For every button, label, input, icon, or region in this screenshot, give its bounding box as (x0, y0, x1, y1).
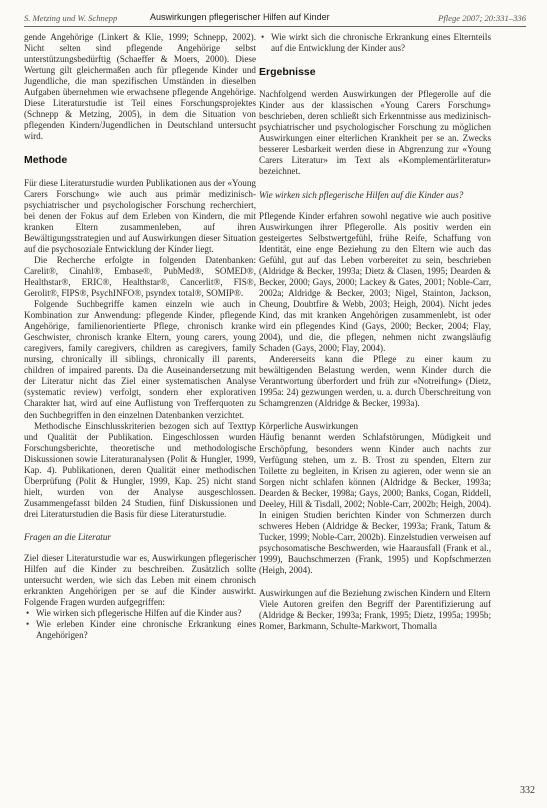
header-journal: Pflege 2007; 20:331–336 (438, 13, 526, 23)
question-paragraph-1: Pflegende Kinder erfahren sowohl negative wie auch positive Auswirkungen ihrer Pflegerolle. Als positiv werden ein gesteigertes Selbstwertgefühl, frühe Reife, Schaffung von Identität, eine enge Beziehung zu den Eltern wie auch das Gefühl, gut auf das Leben vorbereitet zu sein, beschrieben (Aldridge & Becker, 1993a; Dietz & Clasen, 1995; Dearden & Becker, 2000; Gays, 2000; Lackey & Gates, 2001; Noble-Carr, 2002a; Aldridge & Becker, 2003; Nigel, Stainton, Jackson, Cheung, Doubtfire & Webb, 2003; Heigh, 2004). Nicht jedes Kind, das mit kranken Angehörigen zusammenlebt, ist oder wird ein pflegendes Kind (Gays, 2000; Becker, 2004; Flay, 2004), und die, die pflegen, nehmen nicht zwangsläufig Schaden (Gays, 2000; Flay, 2004). (259, 210, 491, 354)
running-header (24, 8, 526, 30)
question-paragraph-2: Andererseits kann die Pflege zu einer kaum zu bewältigenden Belastung werden, wenn Kinder durch die Verantwortung überfordert und früh zur «Notreifung» (Dietz, 1995a: 24) gezwungen werden, u. a. durch Überschreitung von Schamgrenzen (Aldridge & Becker, 1993a). (259, 354, 491, 409)
fragen-heading: Fragen an die Literatur (24, 531, 111, 542)
koerper-heading: Körperliche Auswirkungen (259, 421, 359, 432)
header-title: Auswirkungen pflegerischer Hilfen auf Kinder (150, 12, 330, 22)
ergebnisse-heading: Ergebnisse (259, 66, 316, 79)
right-column (259, 32, 491, 632)
list-item: • Wie wirken sich pflegerische Hilfen auf die Kinder aus? (36, 608, 256, 619)
methode-paragraph-3: Folgende Suchbegriffe kamen einzeln wie auch in Kombination zur Anwendung: pflegende Kinder, pflegende Angehörige, familienorientierte Pflege, chronisch kranke Geschwister, chronisch kranke Eltern, young carers, young caregivers, family caregivers, children as caregivers, family nursing, chronically ill siblings, chronically ill parents, children of impaired parents. Da die Auseinandersetzung mit der Literatur nicht das Ziel einer systematischen Analyse (systematic review) verfolgt, sondern eher explorativen Charakter hat, wird auf eine Auflistung von Trefferquoten zu den Suchbegriffen in den einzelnen Datenbanken verzichtet. (24, 299, 256, 420)
methode-heading: Methode (24, 154, 68, 167)
beziehung-heading: Auswirkungen auf die Beziehung zwischen Kindern und Eltern (259, 588, 491, 599)
header-authors: S. Metzing und W. Schnepp (24, 13, 118, 23)
methode-paragraph-2: Die Recherche erfolgte in folgenden Datenbanken: Carelit®, Cinahl®, Embase®, PubMed®, SOMED®, Healthstar®, ERIC®, Healthstar®, Cancerlit®, FIS®, Gerolit®, FIPS®, PsychINFO®, psyndex total®, SOMIP®. (24, 254, 256, 298)
left-column (24, 32, 256, 641)
header-rule (24, 26, 526, 27)
page-number: 332 (520, 785, 535, 796)
koerper-paragraph: Häufig benannt werden Schlafstörungen, Müdigkeit und Erschöpfung, besonders wenn Kinder auch nachts zur Verfügung stehen, um z. B. Trost zu spenden, Eltern zur Toilette zu begleiten, in Krisen zu agieren, oder wenn sie an Sorgen nicht schlafen können (Aldridge & Becker, 1993a; Dearden & Becker, 1998a; Gays, 2000; Banks, Cogan, Riddell, Deeley, Hill & Tisdall, 2002; Noble-Carr, 2002b; Heigh, 2004). In einigen Studien berichten Kinder von Schmerzen durch schweres Heben (Aldridge & Becker, 1993a; Frank, Tatum & Tucker, 1999; Noble-Carr, 2002b). Einzelstudien verweisen auf psychosomatische Beschwerden, wie Haarausfall (Frank et al., 1999), Bauchschmerzen (Frank, 1995) und Kopfschmerzen (Heigh, 2004). (259, 432, 491, 576)
fragen-list (24, 608, 256, 641)
methode-paragraph-1: Für diese Literaturstudie wurden Publikationen aus der «Young Carers Forschung» wie auch aus primär medizinisch-psychiatrischer und psychologischer Forschung recherchiert, bei denen der Fokus auf dem Erleben von Kindern, die mit kranken Eltern zusammenleben, auf ihren Bewältigungsstrategien und auf Auswirkungen dieser Situation auf die psychosoziale Entwicklung der Kinder liegt. (24, 177, 256, 254)
question-heading: Wie wirken sich pflegerische Hilfen auf die Kinder aus? (259, 189, 464, 200)
list-item: • Wie erleben Kinder eine chronische Erkrankung eines Angehörigen? (36, 619, 256, 641)
fragen-paragraph: Ziel dieser Literaturstudie war es, Auswirkungen pflegerischer Hilfen auf die Kinder zu beschreiben. Zusätzlich sollte untersucht werden, wie sich das Leben mit einem chronisch erkrankten Angehörigen per se auf die Kinder auswirkt. Folgende Fragen wurden aufgegriffen: (24, 553, 256, 608)
methode-paragraph-4: Methodische Einschlusskriterien bezogen sich auf Texttyp und Qualität der Publikation. Eingeschlossen wurden Forschungsberichte, theoretische und methodologische Diskussionen sowie Literaturanalysen (Polit & Hungler, 1999, Kap. 4). Publikationen, deren Qualität einer methodischen Überprüfung (Polit & Hungler, 1999, Kap. 25) nicht stand hielt, wurden von der Analyse ausgeschlossen. Zusammengefasst bilden 24 Studien, fünf Diskussionen und drei Literaturstudien die Basis für diese Literaturstudie. (24, 420, 256, 519)
beziehung-paragraph: Viele Autoren greifen den Begriff der Parentifizierung auf (Aldridge & Becker, 1993a; Frank, 1995; Dietz, 1995a; 1995b; Romer, Barkmann, Schulte-Markwort, Thomalla (259, 599, 491, 632)
list-item: • Wie wirkt sich die chronische Erkrankung eines Elternteils auf die Entwicklung der Kinder aus? (271, 32, 491, 54)
intro-paragraph: gende Angehörige (Linkert & Klie, 1999; Schnepp, 2002). Nicht selten sind pflegende Angehörige selbst unterstützungsbedürftig (Schaeffer & Moers, 2000). Diese Wertung gilt gleichermaßen auch für pflegende Kinder und Jugendliche, die man spezifischen Umständen in dieselben Aufgaben übernehmen wie erwachsene pflegende Angehörige. Diese Literaturstudie ist Teil eines Forschungsprojektes (Schnepp & Metzing, 2005), in dem die Situation von pflegenden Kindern/Jugendlichen in Deutschland untersucht wird. (24, 32, 256, 142)
ergebnisse-paragraph: Nachfolgend werden Auswirkungen der Pflegerolle auf die Kinder aus der klassischen «Young Carers Forschung» beschrieben, deren schließt sich Erkenntnisse aus medizinisch-psychiatrischer und psychologischer Forschung zu möglichen Auswirkungen einer elterlichen Krankheit per se an. Zwecks besserer Lesbarkeit werden diese in Abgrenzung zur «Young Carers Literatur» im Text als «Komplementärliteratur» bezeichnet. (259, 89, 491, 177)
fragen-list-continued (259, 32, 491, 54)
